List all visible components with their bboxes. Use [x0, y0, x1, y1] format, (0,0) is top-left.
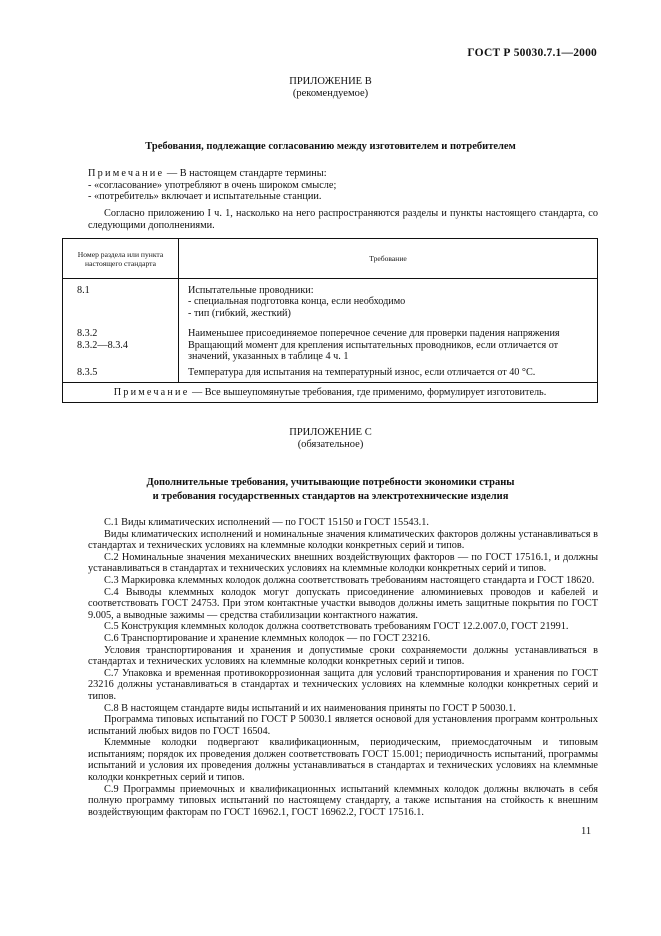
- paragraph: Условия транспортирования и хранения и допустимые сроки сохраняемости должны устанавливаться в стандартах и технических условиях на клеммные колодки конкретных серий и типов.: [88, 644, 598, 668]
- col-header-requirement: Требование: [179, 239, 598, 279]
- annex-b-title: ПРИЛОЖЕНИЕ В: [289, 76, 372, 87]
- annex-b-status: (рекомендуемое): [292, 88, 369, 99]
- note-text: — В настоящем стандарте термины:: [164, 168, 327, 179]
- note-item: - «согласование» употребляют в очень широком смысле;: [88, 179, 337, 191]
- paragraph: Клеммные колодки подвергают квалификационным, периодическим, приемосдаточным и типовым испытаниям; порядок их проведения должен соответствовать ГОСТ 15.001; периодичность испытаний, программы испытаний и условия их проведения должны устанавливаться в стандартах и технических условиях на клеммные колодки конкретных серий и типов.: [88, 737, 598, 784]
- annex-c-status: (обязательное): [297, 439, 364, 450]
- paragraph: С.2 Номинальные значения механических внешних воздействующих факторов — по ГОСТ 17516.1, и должны устанавливаться в стандартах и технических условиях на клеммные колодки конкретных серий и типов.: [88, 551, 598, 575]
- annex-c-body: [88, 517, 598, 818]
- annex-b-intro: Согласно приложению I ч. 1, насколько на него распространяются разделы и пункты настоящего стандарта, со следующими дополнениями.: [88, 208, 598, 231]
- annex-c-heading: [0, 476, 661, 503]
- table-note: [63, 382, 598, 402]
- table-note-row: [63, 382, 598, 402]
- row-number: 8.3.5: [77, 367, 98, 379]
- row-number: 8.3.2: [77, 328, 98, 340]
- annex-c-heading-line: Дополнительные требования, учитывающие потребности экономики страны: [146, 477, 515, 488]
- row-requirement: Испытательные проводники:: [188, 285, 314, 296]
- table-row: [63, 367, 598, 382]
- paragraph: Виды климатических исполнений и номинальные значения климатических факторов должны устанавливаться в стандартах и технических условиях на клеммные колодки конкретных серий и типов.: [88, 528, 598, 552]
- paragraph: С.5 Конструкция клеммных колодок должна соответствовать требованиям ГОСТ 12.2.007.0, ГОСТ 21991.: [104, 621, 569, 633]
- paragraph: С.8 В настоящем стандарте виды испытаний и их наименования приняты по ГОСТ Р 50030.1.: [104, 702, 516, 714]
- standard-header: ГОСТ Р 50030.7.1—2000: [467, 47, 597, 59]
- table-row: [63, 328, 598, 339]
- paragraph: С.1 Виды климатических исполнений — по ГОСТ 15150 и ГОСТ 15543.1.: [104, 517, 429, 528]
- annex-b-note-line: [88, 168, 598, 180]
- table-note-text: — Все вышеупомянутые требования, где применимо, формулирует изготовитель.: [189, 386, 547, 398]
- row-requirement-item: - тип (гибкий, жесткий): [188, 307, 291, 319]
- row-requirement-item: - специальная подготовка конца, если необходимо: [188, 296, 406, 308]
- page-number: 11: [581, 826, 592, 837]
- annex-b-title-block: [0, 76, 661, 100]
- annex-c-title: ПРИЛОЖЕНИЕ С: [289, 427, 372, 438]
- table-note-label: Примечание: [113, 386, 190, 398]
- paragraph: Программа типовых испытаний по ГОСТ Р 50030.1 является основой для установления программ контрольных испытаний любых видов по ГОСТ 16504.: [88, 714, 598, 737]
- annex-c-title-block: [0, 427, 661, 451]
- table-row: [63, 340, 598, 368]
- paragraph: С.4 Выводы клеммных колодок могут допускать присоединение алюминиевых проводов и кабелей и соответствовать ГОСТ 24753. При этом контактные участки выводов должны иметь защитные покрытия по ГОСТ 9.005, а выводные зажимы — средства стабилизации контактного нажатия.: [88, 586, 598, 621]
- row-requirement: Наименьшее присоединяемое поперечное сечение для проверки падения напряжения: [188, 328, 560, 340]
- annex-b-heading: Требования, подлежащие согласованию между изготовителем и потребителем: [145, 141, 516, 152]
- row-requirement: Температура для испытания на температурный износ, если отличается от 40 °С.: [188, 367, 536, 379]
- col-header-number: Номер раздела или пункта настоящего стандарта: [63, 239, 179, 279]
- paragraph: С.6 Транспортирование и хранение клеммных колодок — по ГОСТ 23216.: [104, 632, 431, 644]
- row-number: 8.1: [77, 285, 90, 296]
- paragraph: С.7 Упаковка и временная противокоррозионная защита для условий транспортирования и хранения по ГОСТ 23216 должны устанавливаться в стандартах и технических условиях на клеммные колодки конкретных серий и типов.: [88, 667, 598, 702]
- annex-b-note: [88, 168, 598, 203]
- note-label: Примечание: [88, 168, 165, 179]
- annex-c-heading-line: и требования государственных стандартов на электротехнические изделия: [152, 490, 509, 502]
- note-item: - «потребитель» включает и испытательные станции.: [88, 191, 322, 203]
- paragraph: С.9 Программы приемочных и квалификационных испытаний клеммных колодок должны включать в себя полную программу типовых испытаний по настоящему стандарту, а также испытания на стойкость к внешним воздействующим факторам по ГОСТ 16962.1, ГОСТ 16962.2, ГОСТ 17516.1.: [88, 783, 598, 818]
- table-row: [63, 279, 598, 329]
- table-header-row: [63, 239, 598, 279]
- row-requirement: Вращающий момент для крепления испытательных проводников, если отличается от значений, указанных в таблице 4 ч. 1: [188, 339, 559, 363]
- requirements-table: [62, 238, 598, 403]
- row-number: 8.3.2—8.3.4: [77, 339, 128, 351]
- paragraph: С.3 Маркировка клеммных колодок должна соответствовать требованиям настоящего стандарта и ГОСТ 18620.: [104, 574, 595, 586]
